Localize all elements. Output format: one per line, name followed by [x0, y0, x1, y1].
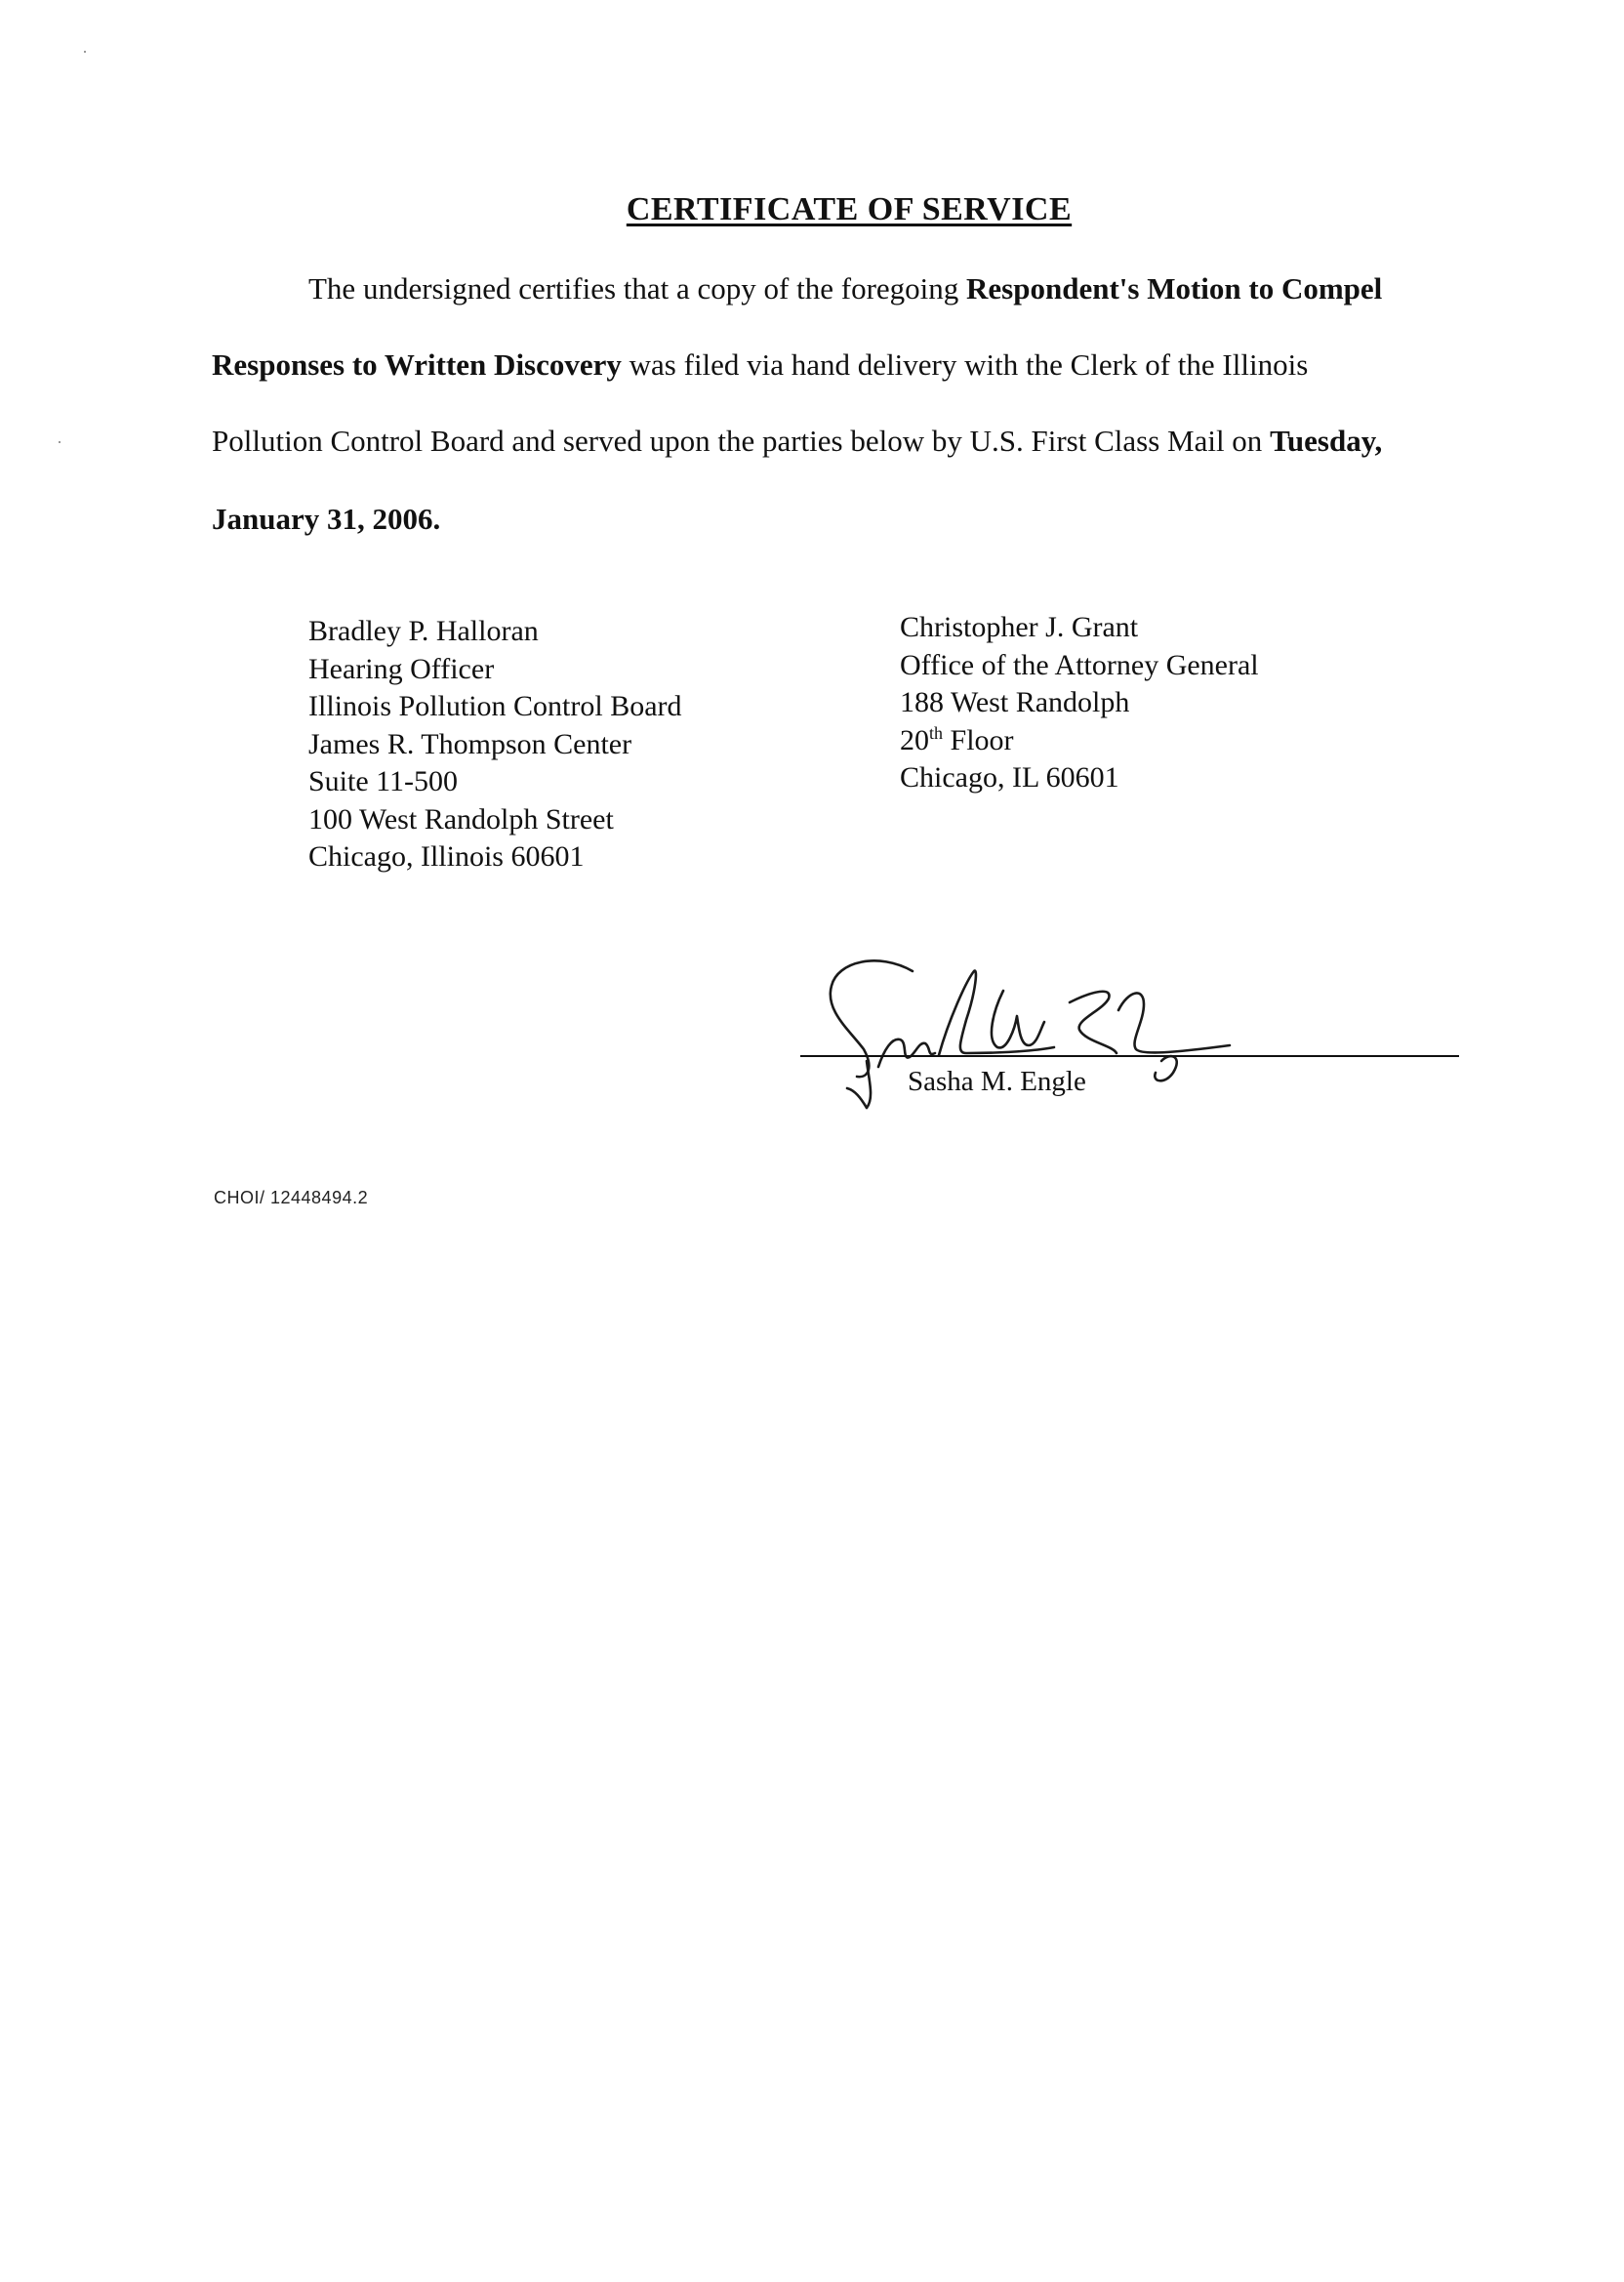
- document-id: CHOI/ 12448494.2: [214, 1188, 369, 1207]
- address-line: 188 West Randolph: [900, 686, 1130, 718]
- scan-speck: [84, 51, 86, 53]
- recipient-address-halloran: [308, 613, 682, 876]
- handwritten-signature: [820, 952, 1239, 1127]
- address-line: Hearing Officer: [308, 652, 495, 685]
- address-line: 100 West Randolph Street: [308, 802, 614, 835]
- signature-line: [800, 1055, 1459, 1057]
- body-text: was filed via hand delivery with the Clerk of the Illinois: [621, 347, 1309, 382]
- motion-title: Respondent's Motion to Compel: [966, 271, 1383, 306]
- address-line: Chicago, IL 60601: [900, 761, 1119, 794]
- address-line: Bradley P. Halloran: [308, 615, 539, 647]
- service-day: Tuesday,: [1270, 424, 1383, 458]
- body-text: The undersigned certifies that a copy of the foregoing: [308, 271, 967, 306]
- body-line-1: [308, 271, 1382, 306]
- address-line: Suite 11-500: [308, 765, 459, 797]
- address-line-floor: [900, 722, 1259, 760]
- signer-name: Sasha M. Engle: [908, 1066, 1086, 1097]
- scan-speck: [59, 441, 61, 443]
- recipient-address-grant: [900, 609, 1259, 797]
- address-line: Illinois Pollution Control Board: [308, 690, 682, 722]
- floor-suffix: th: [929, 722, 944, 743]
- motion-title-cont: Responses to Written Discovery: [212, 347, 622, 382]
- service-date: January 31, 2006.: [212, 502, 441, 536]
- address-line: Chicago, Illinois 60601: [308, 840, 585, 873]
- address-line: Christopher J. Grant: [900, 611, 1139, 643]
- body-line-3: [212, 424, 1382, 459]
- floor-number: 20: [900, 723, 929, 756]
- address-line: James R. Thompson Center: [308, 727, 632, 760]
- address-line: Office of the Attorney General: [900, 648, 1259, 681]
- body-line-2: [212, 347, 1308, 383]
- body-text: Pollution Control Board and served upon the parties below by U.S. First Class Mail on: [212, 424, 1271, 458]
- document-title: CERTIFICATE OF SERVICE: [626, 191, 1073, 227]
- floor-word: Floor: [943, 723, 1014, 756]
